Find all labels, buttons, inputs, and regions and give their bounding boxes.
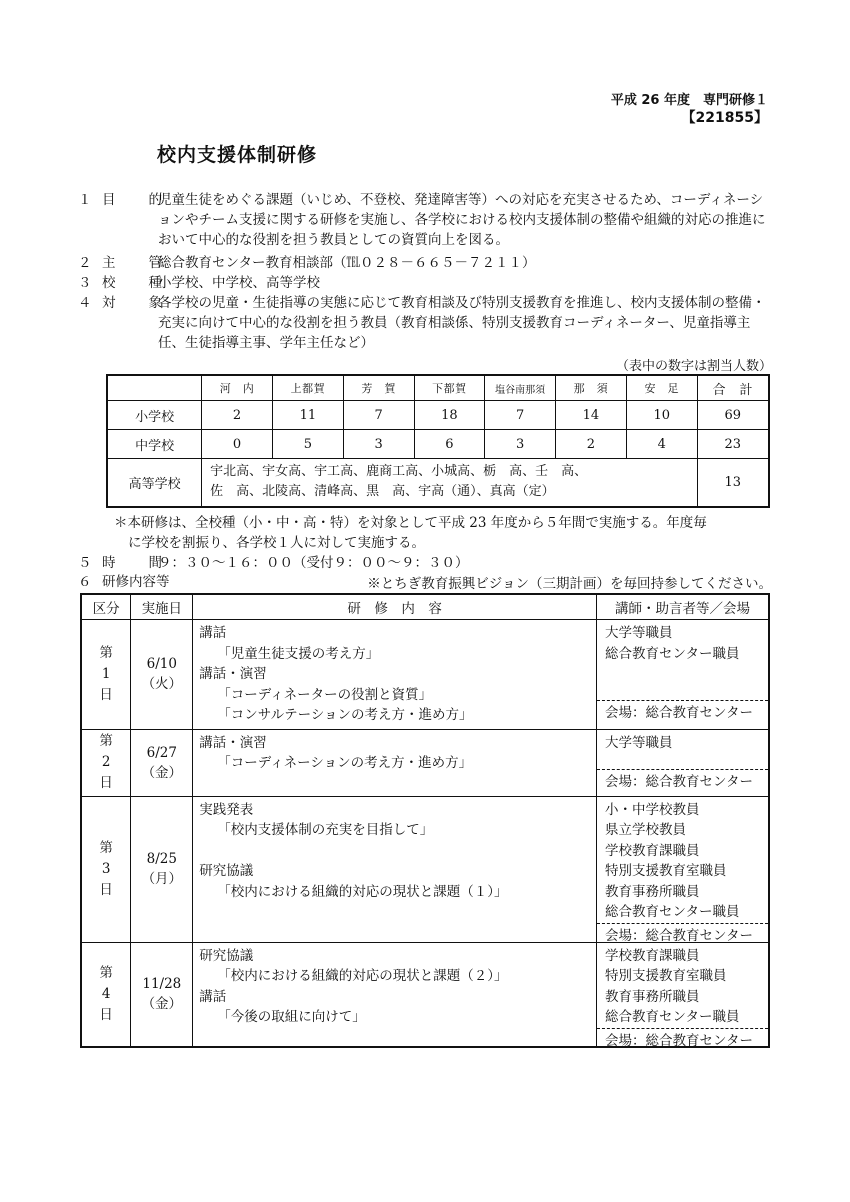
table-row	[107, 459, 769, 507]
section-text: 児童生徒をめぐる課題（いじめ、不登校、発達障害等）への対応を充実させるため、コーディネーションやチーム支援に関する研修を実施し、各学校における校内支援体制の整備や組織的対応の推進において中心的な役割を担う教員としての資質向上を図る。	[158, 192, 766, 248]
quota-table	[106, 374, 770, 508]
staff-member: 教育事務所職員	[604, 988, 700, 1005]
section-time	[78, 553, 773, 573]
content-cell	[193, 620, 597, 730]
row-label: 高等学校	[107, 459, 202, 507]
header-cell: 上都賀	[272, 375, 343, 401]
date-cell	[131, 620, 193, 730]
section-label: 対 象	[102, 295, 162, 311]
header-cell: 研 修 内 容	[193, 594, 597, 620]
section-number: ６	[78, 574, 92, 590]
table-row	[107, 430, 769, 459]
cell: 4	[626, 430, 697, 459]
cell: 18	[414, 401, 485, 430]
header-cell: 区分	[81, 594, 131, 620]
section-label: 研修内容等	[102, 574, 170, 590]
cell: 14	[556, 401, 627, 430]
cell: 0	[202, 430, 273, 459]
day-index-part: 第	[99, 964, 113, 981]
section-label: 時 間	[102, 555, 162, 571]
staff-member: 総合教育センター職員	[604, 904, 740, 920]
section-text: ９：３０～１６：００（受付９：００～９：３０）	[158, 555, 469, 571]
content-topic: 「コンサルテーションの考え方・進め方」	[217, 707, 473, 723]
day-index-part: 日	[99, 1006, 113, 1023]
footnote-line: ＊本研修は、全校種（小・中・高・特）を対象として平成 23 年度から５年間で実施する。年度毎	[114, 515, 707, 531]
content-topic: 「校内支援体制の充実を目指して」	[217, 822, 434, 838]
header-cell: 安 足	[626, 375, 697, 401]
section-label: 校 種	[102, 275, 162, 291]
date-text: 6/10	[146, 656, 177, 673]
section-number: １	[78, 192, 92, 208]
date-cell	[131, 942, 193, 1047]
section-number: ４	[78, 295, 92, 311]
page-title: 校内支援体制研修	[157, 144, 318, 166]
day-index-part: 2	[101, 754, 111, 770]
header-cell: 塩谷南那須	[485, 375, 556, 401]
content-cell	[193, 942, 597, 1047]
day-index-part: 第	[99, 839, 113, 856]
header-cell: 下都賀	[414, 375, 485, 401]
venue-text: 会場：総合教育センター	[597, 769, 768, 793]
staff-member: 大学等職員	[604, 734, 673, 751]
cell: 3	[485, 430, 556, 459]
content-cell	[193, 796, 597, 942]
day-index-part: 1	[101, 665, 111, 682]
section-number: ３	[78, 275, 92, 291]
content-topic: 「コーディネーターの役割と資質」	[217, 686, 433, 703]
day-index-part: 第	[99, 733, 113, 749]
staff-cell	[596, 620, 769, 730]
content-type: 講話	[199, 988, 227, 1005]
staff-member: 総合教育センター職員	[604, 645, 740, 662]
day-index	[81, 796, 131, 942]
section-label: 目 的	[102, 192, 162, 208]
cell: 7	[343, 401, 414, 430]
header-cell: 芳 賀	[343, 375, 414, 401]
day-index	[81, 729, 131, 796]
content-topic: 「児童生徒支援の考え方」	[217, 645, 380, 662]
cell: 11	[272, 401, 343, 430]
high-school-list	[202, 459, 697, 507]
content-topic: 「今後の取組に向けて」	[217, 1009, 366, 1025]
staff-cell	[596, 796, 769, 942]
cell: 7	[485, 401, 556, 430]
footnote-line: に学校を割振り、各学校１人に対して実施する。	[128, 535, 425, 551]
venue-text: 会場：総合教育センター	[597, 700, 768, 724]
venue-text: 会場：総合教育センター	[597, 923, 768, 947]
content-topic: 「校内における組織的対応の現状と課題（１）」	[217, 883, 508, 900]
weekday-text: （月）	[141, 871, 183, 887]
section-text: 各学校の児童・生徒指導の実態に応じて教育相談及び特別支援教育を推進し、校内支援体制の整備・充実に向けて中心的な役割を担う教員（教育相談係、特別支援教育コーディネーター、児童指導主任、生徒指導主事、学年主任など）	[158, 295, 766, 351]
staff-member: 小・中学校教員	[604, 801, 700, 818]
staff-member: 県立学校教員	[604, 822, 686, 838]
content-type: 研究協議	[199, 947, 254, 964]
day-index-part: 日	[99, 881, 113, 898]
schedule-row	[81, 942, 769, 1047]
header-cell	[107, 375, 202, 401]
content-type: 研究協議	[199, 863, 254, 879]
staff-member: 大学等職員	[604, 625, 673, 641]
header-cell: 河 内	[202, 375, 273, 401]
content-cell	[193, 729, 597, 796]
row-label: 中学校	[107, 430, 202, 459]
total-cell: 69	[697, 401, 769, 430]
high-school-line: 佐 高、北陵高、清峰高、黒 高、宇高（通）、真高（定）	[210, 484, 555, 500]
weekday-text: （火）	[141, 676, 183, 693]
header-cell: 実施日	[131, 594, 193, 620]
schedule-row	[81, 729, 769, 796]
weekday-text: （金）	[141, 764, 183, 781]
header-cell: 那 須	[556, 375, 627, 401]
venue-text: 会場：総合教育センター	[597, 1028, 768, 1052]
content-topic: 「校内における組織的対応の現状と課題（２）」	[217, 968, 508, 984]
staff-member: 特別支援教育室職員	[604, 863, 727, 879]
day-index	[81, 942, 131, 1047]
quota-header-row	[107, 375, 769, 401]
schedule-row	[81, 796, 769, 942]
total-cell: 13	[697, 459, 769, 507]
schedule-row	[81, 620, 769, 730]
cell: 2	[556, 430, 627, 459]
cell: 2	[202, 401, 273, 430]
cell: 5	[272, 430, 343, 459]
section-school-types	[78, 273, 773, 293]
staff-cell	[596, 729, 769, 796]
vision-note: ※とちぎ教育振興ビジョン（三期計画）を毎回持参してください。	[367, 576, 772, 592]
section-text: 総合教育センター教育相談部（℡０２８－６６５－７２１１）	[158, 255, 536, 271]
section-target	[78, 293, 773, 353]
cell: 3	[343, 430, 414, 459]
schedule-table	[80, 593, 770, 1048]
header-cell: 講師・助言者等／会場	[596, 594, 769, 620]
footnote	[114, 513, 774, 553]
day-index-part: 第	[99, 644, 113, 661]
section-number: ５	[78, 555, 92, 571]
header-year-label: 平成 26 年度 専門研修１	[610, 93, 768, 108]
staff-member: 総合教育センター職員	[604, 1009, 740, 1025]
course-code: 【221855】	[681, 110, 768, 126]
staff-member: 学校教育課職員	[604, 842, 700, 859]
table-row	[107, 401, 769, 430]
staff-member: 特別支援教育室職員	[604, 968, 727, 984]
section-label: 主 管	[102, 255, 162, 271]
quota-note: （表中の数字は割当人数）	[615, 359, 772, 374]
content-type: 実践発表	[199, 801, 254, 818]
date-text: 6/27	[146, 744, 177, 761]
date-cell	[131, 796, 193, 942]
content-type: 講話	[199, 625, 227, 641]
header-cell: 合 計	[697, 375, 769, 401]
day-index	[81, 620, 131, 730]
staff-member: 学校教育課職員	[604, 947, 700, 964]
high-school-line: 宇北高、宇女高、宇工高、鹿商工高、小城高、栃 高、壬 高、	[210, 464, 588, 480]
section-purpose	[78, 190, 773, 252]
cell: 6	[414, 430, 485, 459]
date-cell	[131, 729, 193, 796]
section-number: ２	[78, 255, 92, 271]
weekday-text: （金）	[141, 996, 183, 1012]
content-type: 講話・演習	[199, 734, 267, 751]
content-type	[199, 841, 590, 862]
total-cell: 23	[697, 430, 769, 459]
day-index-part: 日	[99, 686, 113, 703]
date-text: 8/25	[146, 851, 177, 867]
cell: 10	[626, 401, 697, 430]
section-text: 小学校、中学校、高等学校	[158, 275, 320, 291]
row-label: 小学校	[107, 401, 202, 430]
day-index-part: 3	[101, 860, 111, 877]
staff-cell	[596, 942, 769, 1047]
content-topic: 「コーディネーションの考え方・進め方」	[217, 755, 473, 771]
content-type: 講話・演習	[199, 666, 267, 682]
day-index-part: 4	[101, 985, 111, 1002]
schedule-header-row	[81, 594, 769, 620]
section-organizer	[78, 253, 773, 273]
date-text: 11/28	[142, 976, 182, 992]
staff-member: 教育事務所職員	[604, 883, 700, 900]
day-index-part: 日	[99, 775, 113, 791]
